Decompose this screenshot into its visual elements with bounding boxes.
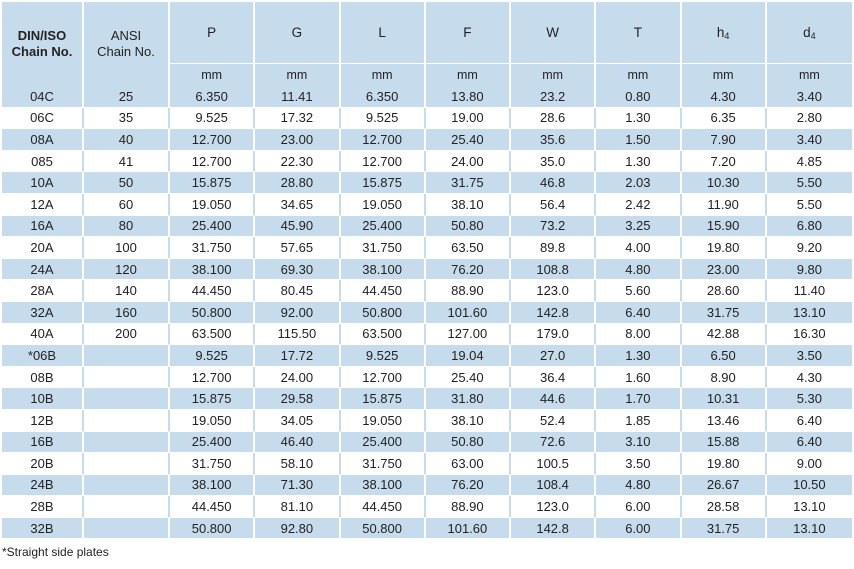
- table-row: [2, 367, 852, 389]
- table-cell: [84, 345, 170, 367]
- table-cell: 31.750: [170, 237, 255, 259]
- table-cell: 46.8: [511, 172, 596, 194]
- table-cell: 24A: [2, 259, 84, 281]
- table-cell: 19.050: [341, 194, 426, 216]
- table-cell: 25.40: [426, 129, 511, 151]
- table-cell: 4.30: [682, 86, 767, 108]
- table-cell: 3.25: [596, 216, 681, 238]
- table-cell: 3.10: [596, 432, 681, 454]
- table-cell: 50.800: [341, 518, 426, 540]
- table-cell: 15.875: [170, 388, 255, 410]
- table-cell: 31.75: [426, 172, 511, 194]
- table-cell: 06C: [2, 108, 84, 130]
- unit-w: mm: [511, 63, 596, 86]
- table-cell: 101.60: [426, 302, 511, 324]
- table-cell: [84, 432, 170, 454]
- table-cell: 76.20: [426, 259, 511, 281]
- table-cell: 160: [84, 302, 170, 324]
- table-cell: 1.30: [596, 345, 681, 367]
- table-cell: 179.0: [511, 324, 596, 346]
- table-cell: 44.6: [511, 388, 596, 410]
- table-cell: 38.100: [170, 259, 255, 281]
- table-cell: 56.4: [511, 194, 596, 216]
- table-cell: 123.0: [511, 496, 596, 518]
- table-cell: 28.60: [682, 280, 767, 302]
- table-cell: 50.800: [170, 302, 255, 324]
- table-cell: 28.58: [682, 496, 767, 518]
- table-cell: *06B: [2, 345, 84, 367]
- table-cell: 29.58: [255, 388, 340, 410]
- table-cell: 1.30: [596, 108, 681, 130]
- table-cell: 13.80: [426, 86, 511, 108]
- table-cell: 1.85: [596, 410, 681, 432]
- table-cell: 31.750: [341, 453, 426, 475]
- table-cell: 12.700: [170, 151, 255, 173]
- table-cell: 11.90: [682, 194, 767, 216]
- table-row: [2, 388, 852, 410]
- table-cell: 58.10: [255, 453, 340, 475]
- table-cell: 108.4: [511, 475, 596, 497]
- table-cell: 50.80: [426, 432, 511, 454]
- table-cell: 63.500: [341, 324, 426, 346]
- table-cell: 38.100: [341, 259, 426, 281]
- table-cell: 17.32: [255, 108, 340, 130]
- table-row: [2, 237, 852, 259]
- table-cell: 3.50: [767, 345, 852, 367]
- table-cell: 92.80: [255, 518, 340, 540]
- table-cell: 35.6: [511, 129, 596, 151]
- table-cell: 35.0: [511, 151, 596, 173]
- table-cell: 25.400: [170, 216, 255, 238]
- header-l: L: [341, 2, 426, 63]
- header-d4: $d_4$: [767, 2, 852, 63]
- table-cell: 15.88: [682, 432, 767, 454]
- table-cell: 28A: [2, 280, 84, 302]
- table-cell: 08A: [2, 129, 84, 151]
- table-row: [2, 302, 852, 324]
- table-cell: 63.500: [170, 324, 255, 346]
- table-cell: 27.0: [511, 345, 596, 367]
- table-cell: 6.40: [596, 302, 681, 324]
- table-row: [2, 475, 852, 497]
- chain-dimensions-table-container: [2, 2, 852, 539]
- table-row: [2, 453, 852, 475]
- table-cell: 5.50: [767, 172, 852, 194]
- table-row: [2, 151, 852, 173]
- table-cell: 12.700: [170, 129, 255, 151]
- table-row: [2, 496, 852, 518]
- table-cell: 38.10: [426, 410, 511, 432]
- table-cell: 6.50: [682, 345, 767, 367]
- table-cell: 22.30: [255, 151, 340, 173]
- unit-f: mm: [426, 63, 511, 86]
- table-row: [2, 432, 852, 454]
- table-row: [2, 194, 852, 216]
- table-row: [2, 280, 852, 302]
- table-cell: 1.50: [596, 129, 681, 151]
- table-cell: [84, 475, 170, 497]
- table-cell: 101.60: [426, 518, 511, 540]
- table-cell: 72.6: [511, 432, 596, 454]
- table-cell: 42.88: [682, 324, 767, 346]
- table-cell: 1.60: [596, 367, 681, 389]
- table-cell: 3.50: [596, 453, 681, 475]
- table-cell: 6.35: [682, 108, 767, 130]
- table-cell: 9.00: [767, 453, 852, 475]
- table-cell: 34.65: [255, 194, 340, 216]
- table-cell: 23.2: [511, 86, 596, 108]
- table-cell: 10A: [2, 172, 84, 194]
- table-cell: 200: [84, 324, 170, 346]
- table-cell: 44.450: [170, 496, 255, 518]
- table-cell: 13.10: [767, 496, 852, 518]
- table-cell: [84, 518, 170, 540]
- table-cell: 89.8: [511, 237, 596, 259]
- table-cell: 10.31: [682, 388, 767, 410]
- table-cell: 6.350: [170, 86, 255, 108]
- table-cell: 127.00: [426, 324, 511, 346]
- table-cell: 60: [84, 194, 170, 216]
- table-cell: 63.00: [426, 453, 511, 475]
- table-row: [2, 86, 852, 108]
- table-cell: 69.30: [255, 259, 340, 281]
- table-cell: 32A: [2, 302, 84, 324]
- table-cell: 16.30: [767, 324, 852, 346]
- table-cell: 52.4: [511, 410, 596, 432]
- table-cell: 12.700: [341, 129, 426, 151]
- table-row: [2, 324, 852, 346]
- table-cell: 80: [84, 216, 170, 238]
- table-cell: 120: [84, 259, 170, 281]
- unit-p: mm: [170, 63, 255, 86]
- table-cell: 12.700: [341, 151, 426, 173]
- table-cell: 19.04: [426, 345, 511, 367]
- table-cell: 80.45: [255, 280, 340, 302]
- table-cell: 6.00: [596, 496, 681, 518]
- table-cell: 41: [84, 151, 170, 173]
- table-cell: 10.50: [767, 475, 852, 497]
- table-cell: 6.80: [767, 216, 852, 238]
- table-cell: 11.41: [255, 86, 340, 108]
- table-cell: 7.20: [682, 151, 767, 173]
- table-row: [2, 410, 852, 432]
- table-cell: 11.40: [767, 280, 852, 302]
- table-row: [2, 172, 852, 194]
- table-cell: 6.00: [596, 518, 681, 540]
- table-body: [2, 86, 852, 539]
- table-cell: 1.70: [596, 388, 681, 410]
- table-row: [2, 216, 852, 238]
- table-cell: 142.8: [511, 302, 596, 324]
- table-cell: 108.8: [511, 259, 596, 281]
- table-cell: 3.40: [767, 86, 852, 108]
- table-cell: 085: [2, 151, 84, 173]
- table-cell: 12B: [2, 410, 84, 432]
- table-cell: 40A: [2, 324, 84, 346]
- unit-t: mm: [596, 63, 681, 86]
- table-cell: [84, 496, 170, 518]
- table-cell: 20B: [2, 453, 84, 475]
- footnote: *Straight side plates: [2, 545, 109, 559]
- header-p: P: [170, 2, 255, 63]
- table-cell: 123.0: [511, 280, 596, 302]
- table-cell: 38.100: [170, 475, 255, 497]
- table-cell: 31.80: [426, 388, 511, 410]
- table-cell: 23.00: [255, 129, 340, 151]
- header-g: G: [255, 2, 340, 63]
- table-cell: 28.80: [255, 172, 340, 194]
- header-w: W: [511, 2, 596, 63]
- table-cell: 88.90: [426, 496, 511, 518]
- table-cell: 44.450: [341, 496, 426, 518]
- table-cell: 50.800: [341, 302, 426, 324]
- table-cell: 19.80: [682, 453, 767, 475]
- table-cell: 31.750: [341, 237, 426, 259]
- table-cell: 44.450: [170, 280, 255, 302]
- table-cell: 0.80: [596, 86, 681, 108]
- table-cell: 19.00: [426, 108, 511, 130]
- table-cell: 08B: [2, 367, 84, 389]
- table-cell: 6.40: [767, 432, 852, 454]
- header-h4: $h_4$: [682, 2, 767, 63]
- table-cell: 13.10: [767, 302, 852, 324]
- table-cell: 31.75: [682, 302, 767, 324]
- table-cell: 50.80: [426, 216, 511, 238]
- table-cell: 1.30: [596, 151, 681, 173]
- table-cell: 17.72: [255, 345, 340, 367]
- table-cell: 4.80: [596, 259, 681, 281]
- table-row: [2, 259, 852, 281]
- table-cell: 5.50: [767, 194, 852, 216]
- table-cell: 9.525: [341, 108, 426, 130]
- table-cell: 15.875: [341, 388, 426, 410]
- table-cell: 9.525: [170, 345, 255, 367]
- table-row: [2, 108, 852, 130]
- table-cell: 4.85: [767, 151, 852, 173]
- table-cell: 20A: [2, 237, 84, 259]
- table-cell: 100.5: [511, 453, 596, 475]
- table-cell: [84, 410, 170, 432]
- table-cell: 8.00: [596, 324, 681, 346]
- table-cell: 12.700: [341, 367, 426, 389]
- table-cell: 25.400: [341, 432, 426, 454]
- table-cell: 92.00: [255, 302, 340, 324]
- table-cell: 6.350: [341, 86, 426, 108]
- table-cell: 19.050: [170, 410, 255, 432]
- table-cell: 2.80: [767, 108, 852, 130]
- table-cell: 31.750: [170, 453, 255, 475]
- table-cell: 7.90: [682, 129, 767, 151]
- table-cell: [84, 388, 170, 410]
- table-cell: 6.40: [767, 410, 852, 432]
- table-cell: 4.80: [596, 475, 681, 497]
- table-cell: 16A: [2, 216, 84, 238]
- table-cell: 88.90: [426, 280, 511, 302]
- table-cell: 76.20: [426, 475, 511, 497]
- table-cell: 32B: [2, 518, 84, 540]
- table-cell: 28.6: [511, 108, 596, 130]
- table-cell: 2.42: [596, 194, 681, 216]
- table-cell: 24.00: [255, 367, 340, 389]
- table-cell: 142.8: [511, 518, 596, 540]
- table-cell: 34.05: [255, 410, 340, 432]
- table-cell: 19.80: [682, 237, 767, 259]
- header-din-iso-chain-no: DIN/ISO Chain No.: [2, 2, 84, 86]
- table-cell: 31.75: [682, 518, 767, 540]
- table-cell: 73.2: [511, 216, 596, 238]
- table-cell: 12.700: [170, 367, 255, 389]
- table-cell: 9.20: [767, 237, 852, 259]
- unit-l: mm: [341, 63, 426, 86]
- table-cell: 04C: [2, 86, 84, 108]
- unit-h4: mm: [682, 63, 767, 86]
- table-row: [2, 518, 852, 540]
- table-cell: 45.90: [255, 216, 340, 238]
- table-cell: 19.050: [341, 410, 426, 432]
- chain-dimensions-table: [2, 2, 852, 539]
- table-cell: 25.400: [341, 216, 426, 238]
- header-f: F: [426, 2, 511, 63]
- table-cell: 100: [84, 237, 170, 259]
- table-cell: 9.525: [170, 108, 255, 130]
- table-row: [2, 345, 852, 367]
- table-cell: 10B: [2, 388, 84, 410]
- unit-d4: mm: [767, 63, 852, 86]
- table-cell: 12A: [2, 194, 84, 216]
- table-cell: 23.00: [682, 259, 767, 281]
- table-cell: [84, 453, 170, 475]
- table-cell: 24B: [2, 475, 84, 497]
- table-cell: 115.50: [255, 324, 340, 346]
- table-cell: 46.40: [255, 432, 340, 454]
- table-cell: 9.80: [767, 259, 852, 281]
- unit-g: mm: [255, 63, 340, 86]
- table-cell: 10.30: [682, 172, 767, 194]
- table-cell: 50: [84, 172, 170, 194]
- table-cell: 15.875: [341, 172, 426, 194]
- table-cell: 4.00: [596, 237, 681, 259]
- table-cell: 38.10: [426, 194, 511, 216]
- table-cell: 36.4: [511, 367, 596, 389]
- table-cell: 38.100: [341, 475, 426, 497]
- table-cell: 44.450: [341, 280, 426, 302]
- table-cell: 28B: [2, 496, 84, 518]
- table-cell: 71.30: [255, 475, 340, 497]
- table-cell: 2.03: [596, 172, 681, 194]
- table-cell: [84, 367, 170, 389]
- table-cell: 13.46: [682, 410, 767, 432]
- table-cell: 15.875: [170, 172, 255, 194]
- table-cell: 19.050: [170, 194, 255, 216]
- table-cell: 3.40: [767, 129, 852, 151]
- table-cell: 140: [84, 280, 170, 302]
- table-cell: 35: [84, 108, 170, 130]
- table-cell: 24.00: [426, 151, 511, 173]
- table-cell: 8.90: [682, 367, 767, 389]
- table-cell: 25: [84, 86, 170, 108]
- table-cell: 13.10: [767, 518, 852, 540]
- table-cell: 25.400: [170, 432, 255, 454]
- table-cell: 15.90: [682, 216, 767, 238]
- table-cell: 16B: [2, 432, 84, 454]
- table-row: [2, 129, 852, 151]
- table-cell: 25.40: [426, 367, 511, 389]
- table-cell: 5.60: [596, 280, 681, 302]
- table-cell: 5.30: [767, 388, 852, 410]
- table-cell: 81.10: [255, 496, 340, 518]
- table-cell: 63.50: [426, 237, 511, 259]
- table-cell: 26.67: [682, 475, 767, 497]
- table-cell: 40: [84, 129, 170, 151]
- table-cell: 9.525: [341, 345, 426, 367]
- header-ansi-chain-no: ANSI Chain No.: [84, 2, 170, 86]
- table-cell: 50.800: [170, 518, 255, 540]
- table-cell: 4.30: [767, 367, 852, 389]
- table-cell: 57.65: [255, 237, 340, 259]
- header-t: T: [596, 2, 681, 63]
